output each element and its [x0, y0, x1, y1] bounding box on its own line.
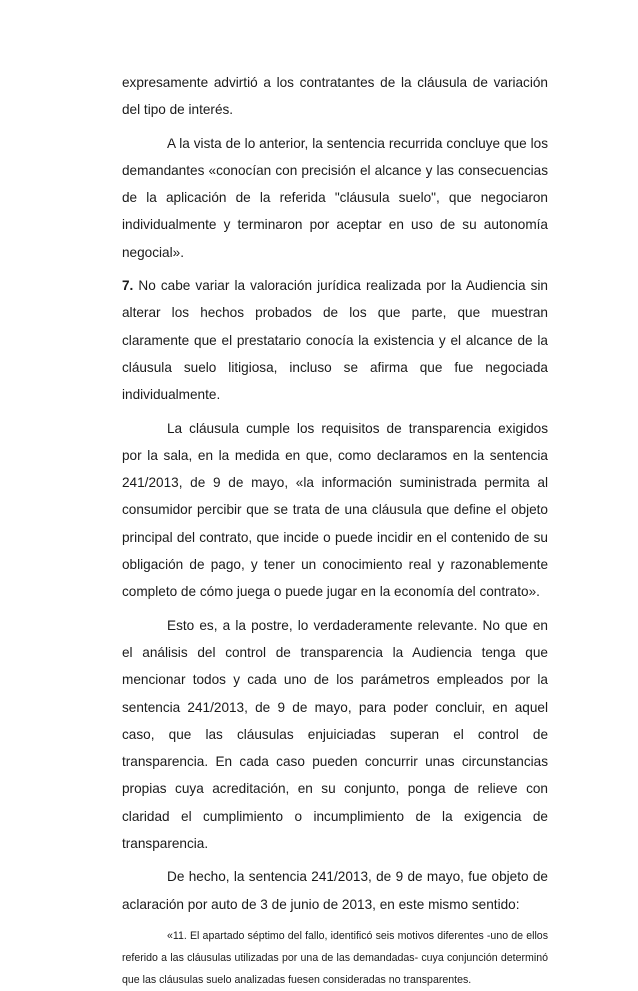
block-quote: «11. El apartado séptimo del fallo, identificó seis motivos diferentes -uno de ellos referido a las cláusulas utilizadas por una de las demandadas- cuya conjunción determinó que las cláusulas suelo analizadas fuesen consideradas no transparentes.: [122, 929, 548, 986]
paragraph-continuation: expresamente advirtió a los contratantes de la cláusula de variación del tipo de interés.: [122, 75, 548, 118]
paragraph-sentencia-recurrida: A la vista de lo anterior, la sentencia recurrida concluye que los demandantes «conocían con precisión el alcance y las consecuencias de la aplicación de la referida "cláusula suelo", que negociaron individualmente y terminaron por aceptar en uso de su autonomía negocial».: [122, 135, 548, 260]
paragraph-7: [122, 272, 548, 408]
paragraph-number: 7.: [122, 278, 134, 294]
document-body: [122, 69, 548, 991]
paragraph-relevante: Esto es, a la postre, lo verdaderamente relevante. No que en el análisis del control de transparencia la Audiencia tenga que mencionar todos y cada uno de los parámetros empleados por la sentencia 241/2013, de 9 de mayo, para poder concluir, en aquel caso, que las cláusulas enjuiciadas superan el control de transparencia. En cada caso pueden concurrir unas circunstancias propias cuya acreditación, en su conjunto, ponga de relieve con claridad el cumplimiento o incumplimiento de la exigencia de transparencia.: [122, 617, 548, 852]
paragraph-7-text: No cabe variar la valoración jurídica realizada por la Audiencia sin alterar los hechos probados de los que parte, que muestran claramente que el prestatario conocía la existencia y el alcance de la cláusula suelo litigiosa, incluso se afirma que fue negociada individualmente.: [122, 278, 548, 403]
paragraph-aclaracion: De hecho, la sentencia 241/2013, de 9 de mayo, fue objeto de aclaración por auto de 3 de junio de 2013, en este mismo sentido:: [122, 869, 548, 912]
paragraph-transparencia: La cláusula cumple los requisitos de transparencia exigidos por la sala, en la medida en que, como declaramos en la sentencia 241/2013, de 9 de mayo, «la información suministrada permita al consumidor percibir que se trata de una cláusula que define el objeto principal del contrato, que incide o puede incidir en el contenido de su obligación de pago, y tener un conocimiento real y razonablemente completo de cómo juega o puede jugar en la economía del contrato».: [122, 420, 548, 600]
